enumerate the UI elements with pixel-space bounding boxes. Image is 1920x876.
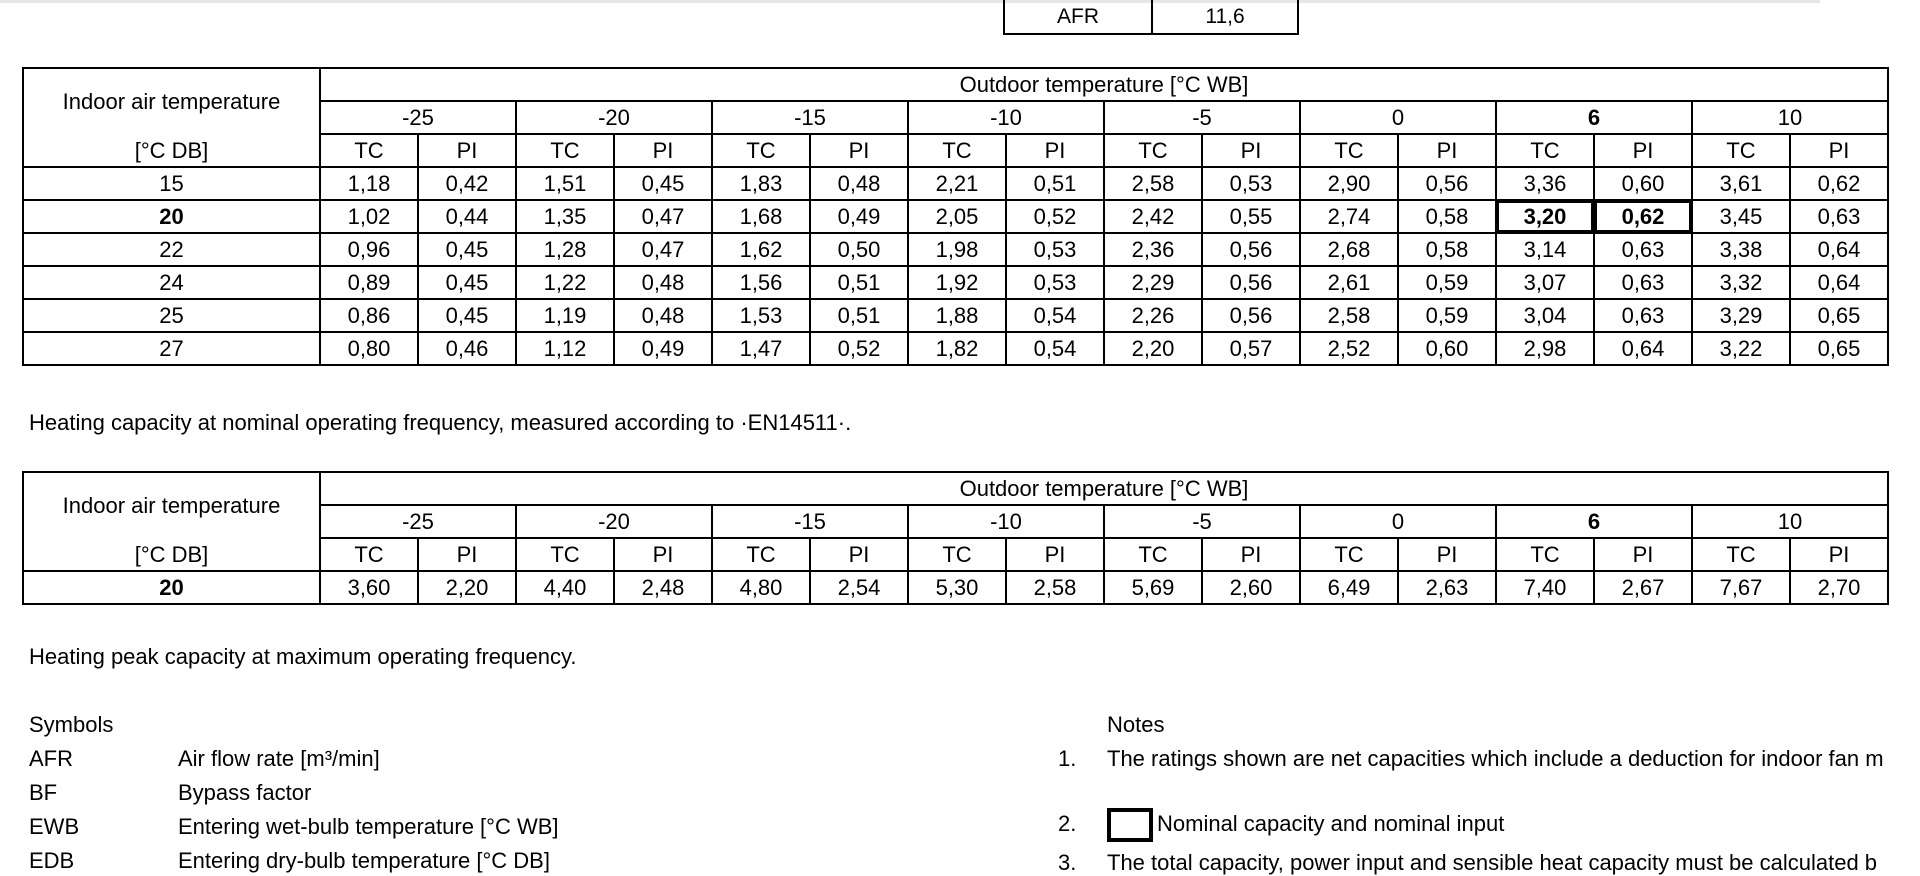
notes-title: Notes xyxy=(1107,712,1165,737)
symbol-desc: Bypass factor xyxy=(178,780,312,805)
pi-value: 0,52 xyxy=(1006,200,1104,233)
outdoor-temp-cell: 6 xyxy=(1496,101,1692,134)
tc-value: 2,98 xyxy=(1496,332,1594,365)
subheader-row xyxy=(23,134,1888,167)
tc-value: 2,20 xyxy=(1104,332,1202,365)
outdoor-temp-cell: -25 xyxy=(320,101,516,134)
symbol-abbr: EDB xyxy=(29,848,75,873)
pi-value: 0,62 xyxy=(1594,200,1692,233)
table-row xyxy=(23,200,1888,233)
tc-value: 4,40 xyxy=(516,571,614,604)
pi-value: 0,65 xyxy=(1790,332,1888,365)
tc-value: 3,60 xyxy=(320,571,418,604)
pi-header: PI xyxy=(1398,134,1496,167)
pi-value: 0,48 xyxy=(810,167,908,200)
tc-header: TC xyxy=(320,134,418,167)
tc-value: 2,42 xyxy=(1104,200,1202,233)
note-number: 1. xyxy=(1058,746,1077,771)
tc-value: 2,21 xyxy=(908,167,1006,200)
tc-value: 6,49 xyxy=(1300,571,1398,604)
page-top-edge xyxy=(0,0,1820,3)
outdoor-temp-cell: 0 xyxy=(1300,505,1496,538)
pi-header: PI xyxy=(1790,538,1888,571)
tc-value: 0,96 xyxy=(320,233,418,266)
table-row xyxy=(23,571,1888,604)
tc-value: 2,74 xyxy=(1300,200,1398,233)
pi-value: 2,20 xyxy=(418,571,516,604)
pi-value: 0,60 xyxy=(1398,332,1496,365)
pi-value: 0,53 xyxy=(1202,167,1300,200)
tc-value: 5,69 xyxy=(1104,571,1202,604)
pi-header: PI xyxy=(1202,134,1300,167)
outdoor-temp-cell: 0 xyxy=(1300,101,1496,134)
pi-value: 0,63 xyxy=(1594,233,1692,266)
tc-value: 2,52 xyxy=(1300,332,1398,365)
tc-value: 1,53 xyxy=(712,299,810,332)
pi-value: 0,47 xyxy=(614,200,712,233)
tc-value: 1,19 xyxy=(516,299,614,332)
pi-header: PI xyxy=(1202,538,1300,571)
outdoor-temp-cell: 10 xyxy=(1692,505,1888,538)
tc-value: 1,68 xyxy=(712,200,810,233)
nominal-marker-box xyxy=(1107,808,1153,842)
pi-header: PI xyxy=(614,538,712,571)
pi-value: 0,44 xyxy=(418,200,516,233)
indoor-temp-cell: 24 xyxy=(23,266,320,299)
tc-value: 3,04 xyxy=(1496,299,1594,332)
pi-value: 0,45 xyxy=(418,299,516,332)
pi-value: 2,60 xyxy=(1202,571,1300,604)
tc-value: 2,58 xyxy=(1300,299,1398,332)
symbol-desc: Entering dry-bulb temperature [°C DB] xyxy=(178,848,550,873)
indoor-temp-header: Indoor air temperature xyxy=(23,472,320,538)
tc-header: TC xyxy=(712,538,810,571)
header-row xyxy=(23,472,1888,505)
heating-peak-capacity-table xyxy=(22,471,1889,605)
pi-value: 0,58 xyxy=(1398,233,1496,266)
pi-value: 0,51 xyxy=(810,266,908,299)
tc-value: 1,12 xyxy=(516,332,614,365)
afr-table xyxy=(1003,0,1299,35)
pi-header: PI xyxy=(1790,134,1888,167)
tc-value: 1,02 xyxy=(320,200,418,233)
pi-value: 0,59 xyxy=(1398,299,1496,332)
indoor-temp-cell: 15 xyxy=(23,167,320,200)
tc-value: 3,07 xyxy=(1496,266,1594,299)
pi-header: PI xyxy=(418,538,516,571)
pi-value: 0,45 xyxy=(614,167,712,200)
tc-header: TC xyxy=(1300,538,1398,571)
outdoor-temp-cell: -10 xyxy=(908,505,1104,538)
note-text: The total capacity, power input and sensible heat capacity must be calculated b xyxy=(1107,850,1878,875)
tc-value: 7,67 xyxy=(1692,571,1790,604)
tc-value: 1,35 xyxy=(516,200,614,233)
tc-value: 1,83 xyxy=(712,167,810,200)
tc-header: TC xyxy=(1496,538,1594,571)
subheader-row xyxy=(23,538,1888,571)
indoor-temp-unit: [°C DB] xyxy=(23,538,320,571)
pi-value: 0,64 xyxy=(1790,233,1888,266)
tc-value: 7,40 xyxy=(1496,571,1594,604)
pi-value: 0,51 xyxy=(1006,167,1104,200)
outdoor-temp-cell: -10 xyxy=(908,101,1104,134)
pi-value: 0,50 xyxy=(810,233,908,266)
outdoor-temp-cell: 6 xyxy=(1496,505,1692,538)
table1-caption: Heating capacity at nominal operating frequency, measured according to ·EN14511·. xyxy=(29,410,852,435)
pi-value: 0,49 xyxy=(614,332,712,365)
tc-header: TC xyxy=(908,134,1006,167)
tc-header: TC xyxy=(1692,538,1790,571)
tc-value: 0,89 xyxy=(320,266,418,299)
outdoor-temp-cell: -20 xyxy=(516,505,712,538)
pi-value: 0,42 xyxy=(418,167,516,200)
heating-capacity-table xyxy=(22,67,1889,366)
indoor-temp-cell: 20 xyxy=(23,200,320,233)
table-row xyxy=(23,332,1888,365)
header-row xyxy=(23,68,1888,101)
pi-header: PI xyxy=(810,538,908,571)
pi-header: PI xyxy=(418,134,516,167)
indoor-temp-unit: [°C DB] xyxy=(23,134,320,167)
outdoor-temp-cell: -20 xyxy=(516,101,712,134)
pi-value: 0,45 xyxy=(418,233,516,266)
pi-header: PI xyxy=(810,134,908,167)
tc-value: 2,68 xyxy=(1300,233,1398,266)
tc-value: 3,38 xyxy=(1692,233,1790,266)
tc-header: TC xyxy=(908,538,1006,571)
pi-value: 0,54 xyxy=(1006,299,1104,332)
pi-value: 0,59 xyxy=(1398,266,1496,299)
pi-value: 0,56 xyxy=(1202,299,1300,332)
tc-header: TC xyxy=(1104,538,1202,571)
symbol-abbr: BF xyxy=(29,780,58,805)
tc-value: 1,28 xyxy=(516,233,614,266)
pi-value: 0,63 xyxy=(1594,299,1692,332)
tc-value: 1,56 xyxy=(712,266,810,299)
tc-header: TC xyxy=(1104,134,1202,167)
tc-value: 2,26 xyxy=(1104,299,1202,332)
indoor-temp-cell: 22 xyxy=(23,233,320,266)
pi-header: PI xyxy=(1594,538,1692,571)
tc-value: 3,20 xyxy=(1496,200,1594,233)
tc-value: 3,36 xyxy=(1496,167,1594,200)
tc-value: 3,14 xyxy=(1496,233,1594,266)
tc-value: 1,92 xyxy=(908,266,1006,299)
outdoor-temp-cell: -25 xyxy=(320,505,516,538)
table-row xyxy=(23,167,1888,200)
pi-value: 0,63 xyxy=(1790,200,1888,233)
note-item xyxy=(1058,746,1884,772)
tc-value: 2,36 xyxy=(1104,233,1202,266)
symbol-row xyxy=(29,814,559,840)
pi-header: PI xyxy=(1006,134,1104,167)
note-item xyxy=(1058,850,1877,876)
pi-header: PI xyxy=(1006,538,1104,571)
tc-value: 2,29 xyxy=(1104,266,1202,299)
tc-value: 2,58 xyxy=(1104,167,1202,200)
pi-value: 0,52 xyxy=(810,332,908,365)
symbol-desc: Air flow rate [m³/min] xyxy=(178,746,380,771)
pi-value: 0,53 xyxy=(1006,233,1104,266)
outdoor-temp-header: Outdoor temperature [°C WB] xyxy=(320,472,1888,505)
tc-header: TC xyxy=(516,134,614,167)
pi-value: 0,51 xyxy=(810,299,908,332)
indoor-temp-header: Indoor air temperature xyxy=(23,68,320,134)
note-text: Nominal capacity and nominal input xyxy=(1157,810,1505,836)
symbol-row xyxy=(29,746,380,772)
afr-value: 11,6 xyxy=(1152,0,1298,34)
pi-header: PI xyxy=(614,134,712,167)
symbol-abbr: EWB xyxy=(29,814,80,839)
indoor-temp-cell: 25 xyxy=(23,299,320,332)
tc-value: 2,61 xyxy=(1300,266,1398,299)
tc-value: 0,80 xyxy=(320,332,418,365)
tc-value: 3,45 xyxy=(1692,200,1790,233)
table2-caption: Heating peak capacity at maximum operating frequency. xyxy=(29,644,577,669)
tc-header: TC xyxy=(1496,134,1594,167)
indoor-temp-cell: 20 xyxy=(23,571,320,604)
pi-value: 0,55 xyxy=(1202,200,1300,233)
symbol-row xyxy=(29,848,550,874)
tc-value: 3,29 xyxy=(1692,299,1790,332)
pi-value: 0,58 xyxy=(1398,200,1496,233)
tc-value: 1,98 xyxy=(908,233,1006,266)
tc-value: 3,32 xyxy=(1692,266,1790,299)
pi-value: 2,67 xyxy=(1594,571,1692,604)
pi-value: 0,45 xyxy=(418,266,516,299)
outdoor-temp-cell: -15 xyxy=(712,505,908,538)
pi-value: 0,56 xyxy=(1202,233,1300,266)
afr-label: AFR xyxy=(1004,0,1152,34)
tc-header: TC xyxy=(1300,134,1398,167)
tc-value: 2,05 xyxy=(908,200,1006,233)
tc-header: TC xyxy=(516,538,614,571)
outdoor-temp-cell: 10 xyxy=(1692,101,1888,134)
pi-value: 0,56 xyxy=(1398,167,1496,200)
symbol-row xyxy=(29,780,311,806)
pi-value: 0,53 xyxy=(1006,266,1104,299)
outdoor-temp-header: Outdoor temperature [°C WB] xyxy=(320,68,1888,101)
tc-header: TC xyxy=(1692,134,1790,167)
tc-header: TC xyxy=(320,538,418,571)
pi-value: 0,63 xyxy=(1594,266,1692,299)
pi-value: 2,58 xyxy=(1006,571,1104,604)
symbol-abbr: AFR xyxy=(29,746,73,771)
outdoor-temp-cell: -5 xyxy=(1104,101,1300,134)
pi-value: 0,56 xyxy=(1202,266,1300,299)
pi-value: 0,46 xyxy=(418,332,516,365)
pi-value: 0,54 xyxy=(1006,332,1104,365)
table-row xyxy=(23,299,1888,332)
tc-value: 1,22 xyxy=(516,266,614,299)
note-number: 3. xyxy=(1058,850,1077,875)
symbol-desc: Entering wet-bulb temperature [°C WB] xyxy=(178,814,559,839)
pi-value: 0,65 xyxy=(1790,299,1888,332)
tc-value: 5,30 xyxy=(908,571,1006,604)
pi-header: PI xyxy=(1398,538,1496,571)
outdoor-temp-cell: -15 xyxy=(712,101,908,134)
table-row xyxy=(23,233,1888,266)
pi-value: 0,62 xyxy=(1790,167,1888,200)
tc-value: 4,80 xyxy=(712,571,810,604)
pi-value: 0,48 xyxy=(614,299,712,332)
pi-value: 2,70 xyxy=(1790,571,1888,604)
tc-value: 1,18 xyxy=(320,167,418,200)
note-item xyxy=(1058,808,1504,842)
note-number: 2. xyxy=(1058,810,1077,836)
tc-header: TC xyxy=(712,134,810,167)
tc-value: 3,22 xyxy=(1692,332,1790,365)
pi-value: 0,47 xyxy=(614,233,712,266)
tc-value: 3,61 xyxy=(1692,167,1790,200)
pi-value: 0,64 xyxy=(1594,332,1692,365)
pi-value: 0,49 xyxy=(810,200,908,233)
pi-value: 2,54 xyxy=(810,571,908,604)
pi-value: 0,57 xyxy=(1202,332,1300,365)
pi-value: 2,63 xyxy=(1398,571,1496,604)
pi-value: 0,48 xyxy=(614,266,712,299)
indoor-temp-cell: 27 xyxy=(23,332,320,365)
note-text: The ratings shown are net capacities which include a deduction for indoor fan m xyxy=(1107,746,1884,771)
pi-value: 2,48 xyxy=(614,571,712,604)
tc-value: 1,51 xyxy=(516,167,614,200)
pi-header: PI xyxy=(1594,134,1692,167)
tc-value: 1,47 xyxy=(712,332,810,365)
outdoor-temp-cell: -5 xyxy=(1104,505,1300,538)
tc-value: 1,82 xyxy=(908,332,1006,365)
tc-value: 1,62 xyxy=(712,233,810,266)
tc-value: 2,90 xyxy=(1300,167,1398,200)
pi-value: 0,60 xyxy=(1594,167,1692,200)
table-row xyxy=(23,266,1888,299)
symbols-title: Symbols xyxy=(29,712,114,737)
tc-value: 1,88 xyxy=(908,299,1006,332)
tc-value: 0,86 xyxy=(320,299,418,332)
pi-value: 0,64 xyxy=(1790,266,1888,299)
